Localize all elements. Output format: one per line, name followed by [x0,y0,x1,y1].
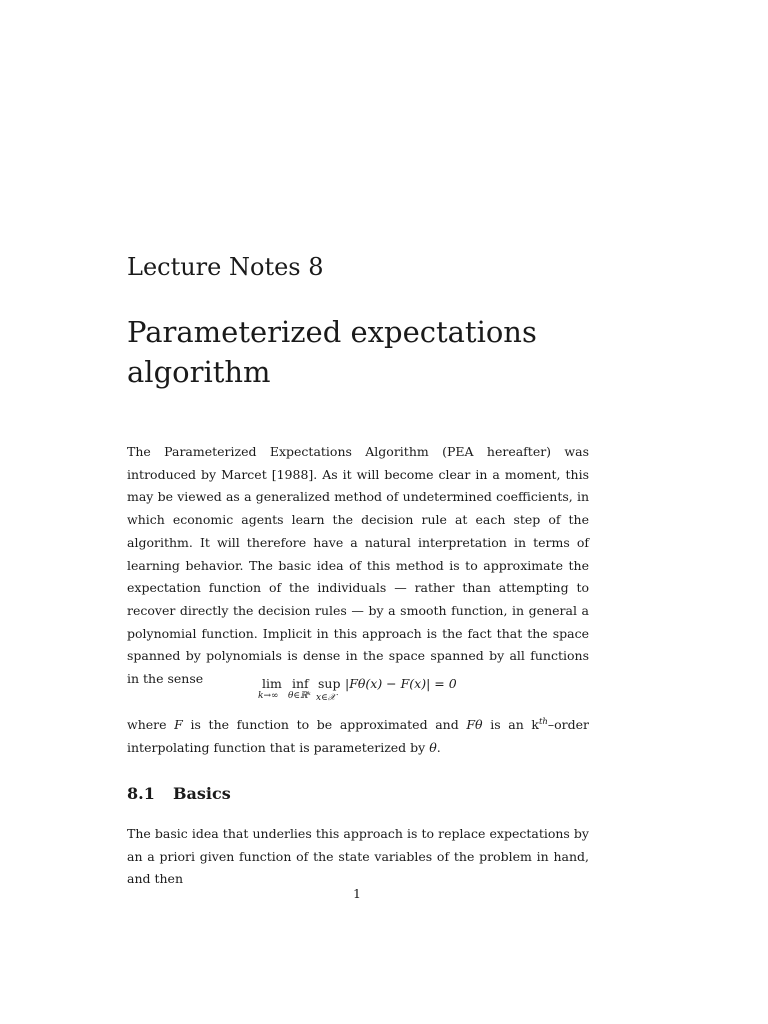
equation-inf-subscript: θ∈ℝᵏ [288,691,311,701]
equation-inf: inf [292,676,309,691]
chapter-title: Parameterized expectations algorithm [127,315,537,389]
text-run: is an k [482,717,539,733]
equation-expression: |Fθ(x) − F(x)| = 0 [345,676,457,691]
chapter-label: Lecture Notes 8 [127,253,324,281]
page-number: 1 [353,886,361,901]
text-run: where [127,717,175,733]
text-run: is the function to be approximated and [182,717,467,733]
section-title: Basics [173,784,231,803]
display-equation [258,672,478,706]
section-paragraph: The basic idea that underlies this approach is to replace expectations by an a priori given function of the state variables of the problem in hand, and then [127,826,589,887]
equation-sup: sup [318,676,341,691]
equation-lim-subscript: k→∞ [258,691,279,701]
math-var-f: F [174,717,183,733]
section-number: 8.1 [127,784,155,803]
math-var-theta: θ [429,739,437,755]
math-var-ftheta: Fθ [466,717,483,733]
section-heading [127,784,231,803]
intro-paragraph: The Parameterized Expectations Algorithm (PEA hereafter) was introduced by Marcet [1988]. As it will become clear in a moment, this may be viewed as a generalized method of undetermined coefficients, in which economic agents learn the decision rule at each step of the algorithm. It will therefore have a natural interpretation in terms of learning behavior. The basic idea of this method is to approximate the expectation function of the individuals — rather than attempting to recover directly the decision rules — by a smooth function, in general a polynomial function. Implicit in this approach is the fact that the space spanned by polynomials is dense in the space spanned by all functions in the sense [127,444,589,687]
text-run: . [436,739,441,755]
superscript-th: th [538,717,548,727]
equation-lim: lim [262,676,282,691]
text-run: –order interpolating function that is parameterized by [127,717,589,755]
after-equation-paragraph [127,711,589,760]
equation-sup-subscript: x∈𝒳 [316,693,336,703]
